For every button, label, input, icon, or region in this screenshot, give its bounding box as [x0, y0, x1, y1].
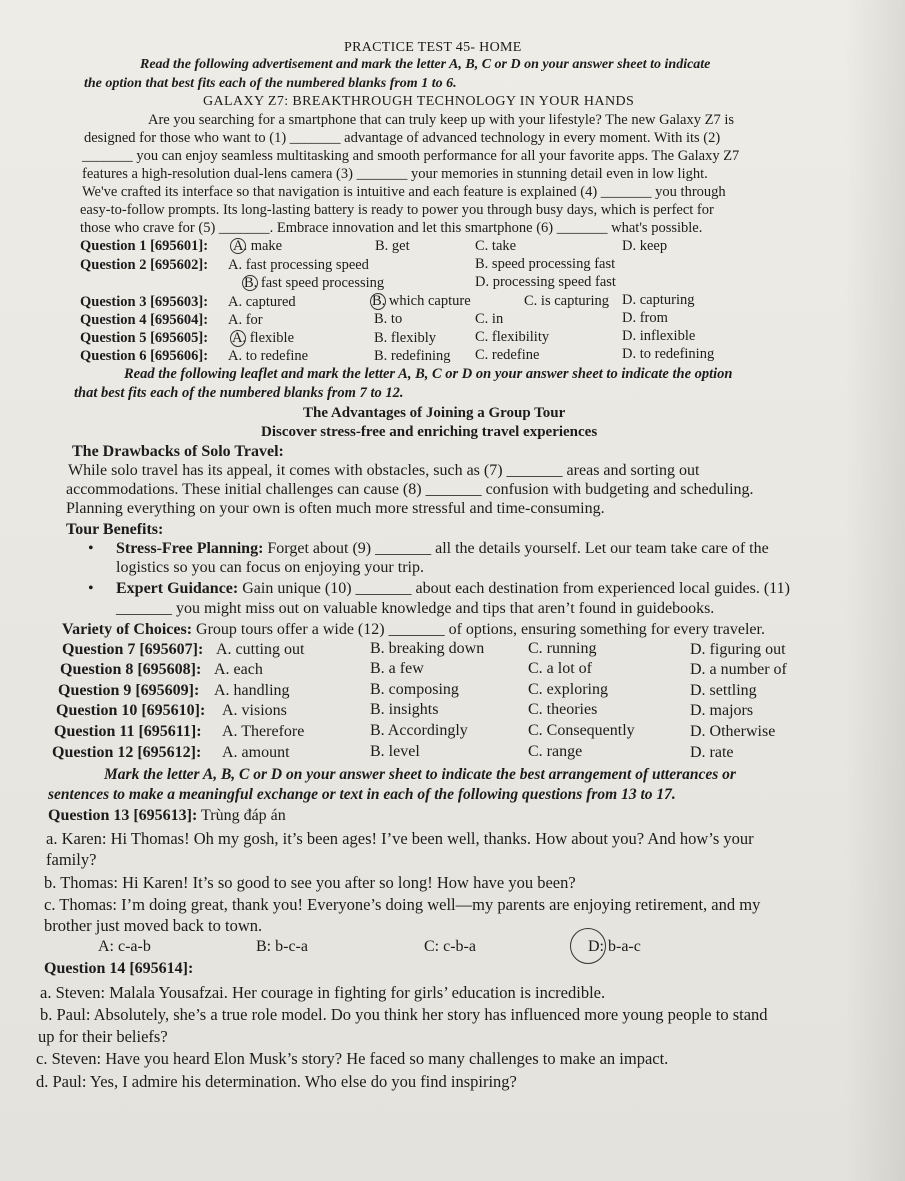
option-a: A. captured: [228, 294, 296, 310]
option-a: A. each: [214, 661, 263, 678]
question-13-header: [48, 807, 286, 825]
option-c: C. exploring: [528, 681, 608, 698]
option-c: C. flexibility: [475, 329, 550, 345]
variety-title: Variety of Choices:: [62, 621, 193, 638]
answer-circle: [370, 293, 386, 310]
option-c: B. fast speed processing: [244, 275, 385, 291]
variety-line: [62, 621, 765, 639]
q13-line: a. Karen: Hi Thomas! Oh my gosh, it’s been ages! I’ve been well, thanks. How about you? And how’s your: [46, 829, 754, 848]
option-c: C. in: [475, 311, 504, 327]
option-d: D. capturing: [622, 292, 695, 308]
option-b: B. breaking down: [370, 640, 485, 657]
passage1-line: designed for those who want to (1) _______ advantage of advanced technology in every moment. With its (2): [84, 130, 721, 146]
question-label: Question 13 [695613]:: [48, 807, 198, 824]
page-title: PRACTICE TEST 45- HOME: [344, 40, 522, 55]
page-shadow: [845, 0, 905, 1181]
benefit-text: Forget about (9) _______ all the details yourself. Let our team take care of the: [263, 540, 769, 557]
answer-circle: [242, 275, 258, 291]
section1-instruction-line2: the option that best fits each of the numbered blanks from 1 to 6.: [84, 76, 457, 91]
option-a: A. Therefore: [222, 723, 305, 740]
question-label: Question 7 [695607]:: [62, 641, 204, 658]
benefit-stress-free: [116, 540, 769, 558]
leaflet-subtitle: Discover stress-free and enriching travel experiences: [261, 424, 598, 440]
option-a: A. to redefine: [228, 348, 309, 364]
drawbacks-line: Planning everything on your own is often much more stressful and time-consuming.: [66, 500, 605, 517]
option-a: A. for: [228, 312, 263, 328]
option-d: D. processing speed fast: [475, 274, 616, 290]
question-label: Question 12 [695612]:: [52, 744, 202, 761]
option-d: D. keep: [622, 238, 668, 254]
option-a: A. visions: [222, 702, 287, 719]
option-a: A. flexible: [232, 330, 295, 346]
option-b: B. composing: [370, 681, 459, 698]
question-label: Question 2 [695602]:: [80, 257, 209, 273]
option-b: B. which capture: [372, 293, 471, 309]
section2-instruction-line1: Read the following leaflet and mark the letter A, B, C or D on your answer sheet to indicate the option: [124, 366, 733, 382]
option-b: B. level: [370, 743, 420, 760]
option-c: C. running: [528, 640, 597, 657]
option-c: C. Consequently: [528, 722, 635, 739]
option-b: B. flexibly: [374, 330, 437, 346]
q13-line: c. Thomas: I’m doing great, thank you! Everyone’s doing well—my parents are enjoying retirement, and my: [44, 895, 761, 914]
benefit-expert-guidance: [116, 580, 790, 598]
option-b: B. Accordingly: [370, 722, 468, 739]
option-c: C. redefine: [475, 347, 540, 363]
option-b: B. speed processing fast: [475, 256, 616, 272]
section1-instruction-line1: Read the following advertisement and mark the letter A, B, C or D on your answer sheet to indicate: [140, 57, 711, 72]
option-d: D. figuring out: [690, 641, 786, 658]
leaflet-title: The Advantages of Joining a Group Tour: [303, 405, 566, 421]
bullet-dot: •: [88, 540, 94, 557]
option-b: B. insights: [370, 701, 439, 718]
q13-line: brother just moved back to town.: [44, 916, 263, 935]
option-d: D: b-a-c: [588, 938, 641, 955]
q13-line: b. Thomas: Hi Karen! It’s so good to see you after so long! How have you been?: [44, 873, 576, 892]
option-c: C. range: [528, 743, 583, 760]
option-c: C. is capturing: [524, 293, 609, 309]
benefit-title: Stress-Free Planning:: [116, 540, 264, 557]
section2-instruction-line2: that best fits each of the numbered blanks from 7 to 12.: [74, 385, 404, 401]
option-b: B. to: [374, 311, 403, 327]
question-label: Question 6 [695606]:: [80, 348, 209, 364]
question-label: Question 8 [695608]:: [60, 661, 202, 678]
option-d: D. majors: [690, 702, 754, 719]
q13-line: family?: [46, 850, 97, 869]
question-label: Question 1 [695601]:: [80, 238, 209, 254]
option-c: C. a lot of: [528, 660, 592, 677]
variety-text: Group tours offer a wide (12) _______ of options, ensuring something for every traveler.: [192, 621, 765, 638]
question-label: Question 14 [695614]:: [44, 960, 194, 977]
benefit-line2: logistics so you can focus on enjoying your trip.: [116, 559, 424, 576]
option-a: A: c-a-b: [98, 938, 151, 955]
answer-circle: [230, 238, 246, 254]
q14-line: b. Paul: Absolutely, she’s a true role model. Do you think her story has influenced more young people to stand: [40, 1005, 768, 1024]
question-label: Question 9 [695609]:: [58, 682, 200, 699]
option-a: A. fast processing speed: [228, 257, 369, 273]
bullet-dot: •: [88, 580, 94, 597]
section3-instruction-line2: sentences to make a meaningful exchange or text in each of the following questions from 13 to 17.: [48, 786, 676, 803]
question-label: Question 11 [695611]:: [54, 723, 202, 740]
benefit-title: Expert Guidance:: [116, 580, 239, 597]
benefit-line2: _______ you might miss out on valuable knowledge and tips that aren’t found in guidebooks.: [116, 600, 715, 617]
option-d: D. from: [622, 310, 668, 326]
option-d: D. settling: [690, 682, 757, 699]
drawbacks-line: accommodations. These initial challenges can cause (8) _______ confusion with budgeting and scheduling.: [66, 481, 754, 498]
question-label: Question 5 [695605]:: [80, 330, 209, 346]
answer-circle: [230, 330, 246, 347]
option-b: B. a few: [370, 660, 424, 677]
answer-circle: [570, 928, 606, 964]
option-d: D. Otherwise: [690, 723, 776, 740]
option-a: A. cutting out: [216, 641, 305, 658]
option-a: A. amount: [222, 744, 290, 761]
q14-line: c. Steven: Have you heard Elon Musk’s story? He faced so many challenges to make an impact.: [36, 1049, 669, 1068]
q14-line: a. Steven: Malala Yousafzai. Her courage in fighting for girls’ education is incredible.: [40, 983, 606, 1002]
option-c: C. take: [475, 238, 517, 254]
drawbacks-line: While solo travel has its appeal, it comes with obstacles, such as (7) _______ areas and sorting out: [68, 462, 700, 479]
option-a: A. handling: [214, 682, 290, 699]
option-c: C: c-b-a: [424, 938, 476, 955]
option-d: D. inflexible: [622, 328, 696, 344]
question-label: Question 10 [695610]:: [56, 702, 206, 719]
option-d: D. to redefining: [622, 346, 715, 362]
option-d: D. rate: [690, 744, 734, 761]
drawbacks-heading: The Drawbacks of Solo Travel:: [72, 443, 284, 460]
q14-line: d. Paul: Yes, I admire his determination. Who else do you find inspiring?: [36, 1072, 517, 1091]
benefit-text: Gain unique (10) _______ about each destination from experienced local guides. (11): [238, 580, 790, 597]
q14-line: up for their beliefs?: [38, 1027, 168, 1046]
benefits-heading: Tour Benefits:: [66, 521, 164, 538]
passage1-line: Are you searching for a smartphone that can truly keep up with your lifestyle? The new Galaxy Z7 is: [148, 112, 734, 128]
passage1-line: We've crafted its interface so that navigation is intuitive and each feature is explained (4) _______ you through: [82, 184, 726, 200]
option-c: C. theories: [528, 701, 598, 718]
ad-title: GALAXY Z7: BREAKTHROUGH TECHNOLOGY IN YOUR HANDS: [203, 94, 635, 109]
option-d: D. a number of: [690, 661, 787, 678]
option-a: A. make: [233, 238, 283, 254]
passage1-line: those who crave for (5) _______. Embrace innovation and let this smartphone (6) _______ what's possible.: [80, 220, 703, 236]
passage1-line: _______ you can enjoy seamless multitasking and smooth performance for all your favorite apps. The Galaxy Z7: [82, 148, 740, 164]
section3-instruction-line1: Mark the letter A, B, C or D on your answer sheet to indicate the best arrangement of utterances or: [104, 766, 736, 783]
option-b: B: b-c-a: [256, 938, 308, 955]
passage1-line: easy-to-follow prompts. Its long-lasting battery is ready to power you through busy days, which is perfect for: [80, 202, 714, 218]
option-b: B. redefining: [374, 348, 451, 364]
option-b: B. get: [375, 238, 410, 254]
passage1-line: features a high-resolution dual-lens camera (3) _______ your memories in stunning detail even in low light.: [82, 166, 708, 182]
question-label: Question 4 [695604]:: [80, 312, 209, 328]
question-note: Trùng đáp án: [197, 807, 286, 824]
question-label: Question 3 [695603]:: [80, 294, 209, 310]
